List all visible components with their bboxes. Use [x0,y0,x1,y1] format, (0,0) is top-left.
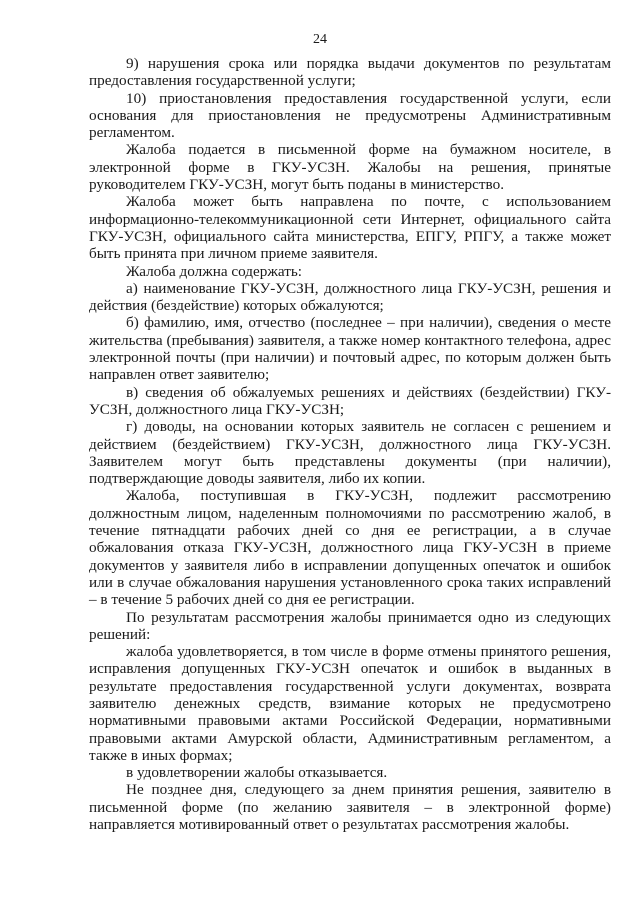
paragraph-complaint-channels: Жалоба может быть направлена по почте, с использованием информационно-телекоммуникационной сети Интернет, официального сайта ГКУ-УСЗН, официального сайта министерства, ЕПГУ, РПГУ, а также может быть принята при личном приеме заявителя. [89,193,611,263]
paragraph-review-terms: Жалоба, поступившая в ГКУ-УСЗН, подлежит рассмотрению должностным лицом, наделенным полномочиями по рассмотрению жалоб, в течение пятнадцати рабочих дней со дня ее регистрации, а в случае обжалования отказа ГКУ-УСЗН, должностного лица ГКУ-УСЗН в приеме документов у заявителя либо в исправлении допущенных опечаток и ошибок или в случае обжалования нарушения установленного срока таких исправлений – в течение 5 рабочих дней со дня ее регистрации. [89,487,611,609]
page-number: 24 [313,32,327,47]
paragraph-contents-v: в) сведения об обжалуемых решениях и действиях (бездействии) ГКУ-УСЗН, должностного лица ГКУ-УСЗН; [89,383,611,418]
document-body [89,55,611,833]
paragraph-response-notice: Не позднее дня, следующего за днем принятия решения, заявителю в письменной форме (по желанию заявителя – в электронной форме) направляется мотивированный ответ о результатах рассмотрения жалобы. [89,781,611,834]
paragraph-complaint-contents-intro: Жалоба должна содержать: [126,262,302,280]
paragraph-item-9: 9) нарушения срока или порядка выдачи документов по результатам предоставления государственной услуги; [89,55,611,90]
paragraph-complaint-form: Жалоба подается в письменной форме на бумажном носителе, в электронной форме в ГКУ-УСЗН. Жалобы на решения, принятые руководителем ГКУ-УСЗН, могут быть поданы в министерство. [89,141,611,194]
paragraph-contents-b: б) фамилию, имя, отчество (последнее – при наличии), сведения о месте жительства (пребывания) заявителя, а также номер контактного телефона, адрес электронной почты (при наличии) и почтовый адрес, по которым должен быть направлен ответ заявителю; [89,314,611,384]
paragraph-decisions-intro: По результатам рассмотрения жалобы принимается одно из следующих решений: [89,608,611,643]
paragraph-contents-a: а) наименование ГКУ-УСЗН, должностного лица ГКУ-УСЗН, решения и действия (бездействие) которых обжалуются; [89,279,611,315]
paragraph-decision-satisfied: жалоба удовлетворяется, в том числе в форме отмены принятого решения, исправления допущенных ГКУ-УСЗН опечаток и ошибок в выданных в результате предоставления государственной услуги документах, возврата заявителю денежных средств, взимание которых не предусмотрено нормативными правовыми актами Российской Федерации, нормативными правовыми актами Амурской области, Административным регламентом, а также в иных формах; [89,643,611,764]
paragraph-contents-g: г) доводы, на основании которых заявитель не согласен с решением и действием (бездействием) ГКУ-УСЗН, должностного лица ГКУ-УСЗН. Заявителем могут быть представлены документы (при наличии), подтверждающие доводы заявителя, либо их копии. [89,418,611,488]
paragraph-decision-refused: в удовлетворении жалобы отказывается. [126,764,388,782]
paragraph-item-10: 10) приостановления предоставления государственной услуги, если основания для приостановления не предусмотрены Административным регламентом. [89,89,611,142]
